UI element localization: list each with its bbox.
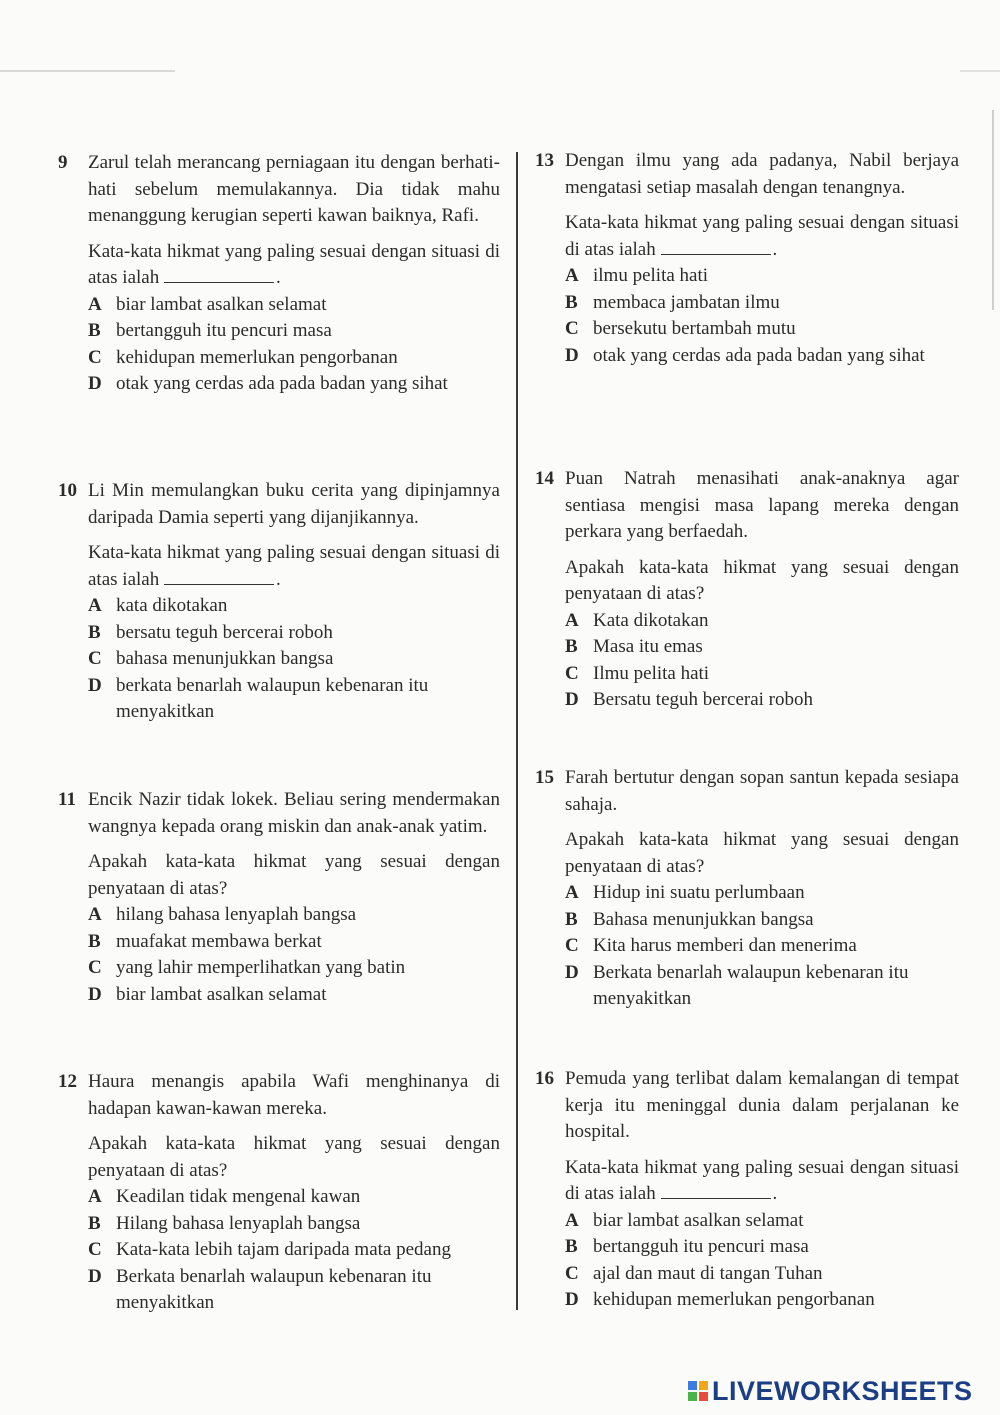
- option-c[interactable]: C yang lahir memperlihatkan yang batin: [88, 957, 406, 978]
- option-d[interactable]: D otak yang cerdas ada pada badan yang sihat: [565, 344, 925, 366]
- question-prompt: Apakah kata-kata hikmat yang sesuai dengan penyataan di atas?: [88, 851, 500, 899]
- option-list: [88, 1184, 500, 1317]
- option-c[interactable]: C ajal dan maut di tangan Tuhan: [565, 1262, 823, 1284]
- option-a[interactable]: A biar lambat asalkan selamat: [88, 293, 327, 315]
- answer-blank: [164, 267, 274, 283]
- option-a[interactable]: A Hidup ini suatu perlumbaan: [565, 882, 805, 903]
- option-a[interactable]: A kata dikotakan: [88, 595, 228, 616]
- question-stem: Puan Natrah menasihati anak-anaknya agar sentiasa mengisi masa lapang mereka dengan perkara yang berfaedah.: [565, 468, 959, 542]
- question-prompt: Kata-kata hikmat yang paling sesuai dengan situasi di atas ialah .: [565, 1156, 959, 1204]
- question-13: [535, 148, 959, 369]
- option-b[interactable]: B bersatu teguh bercerai roboh: [88, 621, 333, 643]
- answer-blank: [661, 239, 771, 255]
- question-prompt: Kata-kata hikmat yang paling sesuai dengan situasi di atas ialah .: [565, 212, 959, 260]
- option-list: [565, 263, 959, 369]
- question-prompt: Kata-kata hikmat yang paling sesuai dengan situasi di atas ialah .: [88, 240, 500, 288]
- option-b[interactable]: B bertangguh itu pencuri masa: [88, 320, 332, 341]
- question-15: [535, 765, 959, 1013]
- question-stem: Encik Nazir tidak lokek. Beliau sering mendermakan wangnya kepada orang miskin dan anak-anak yatim.: [88, 789, 500, 837]
- question-prompt: Apakah kata-kata hikmat yang sesuai dengan penyataan di atas?: [565, 556, 959, 604]
- logo-square-3: [688, 1392, 697, 1401]
- option-b[interactable]: B membaca jambatan ilmu: [565, 291, 780, 313]
- option-d[interactable]: D Berkata benarlah walaupun kebenaran itu menyakitkan: [565, 961, 909, 1009]
- option-d[interactable]: D biar lambat asalkan selamat: [88, 983, 327, 1005]
- question-10: [58, 478, 500, 726]
- option-list: [88, 902, 500, 1008]
- answer-blank: [661, 1183, 771, 1199]
- option-b[interactable]: B Hilang bahasa lenyaplah bangsa: [88, 1212, 361, 1234]
- option-a[interactable]: A ilmu pelita hati: [565, 265, 709, 286]
- scan-edge: [992, 110, 994, 310]
- question-number: 9: [58, 152, 68, 173]
- option-list: [565, 1208, 959, 1314]
- option-d[interactable]: D berkata benarlah walaupun kebenaran itu menyakitkan: [88, 674, 429, 722]
- brand-name: LIVEWORKSHEETS: [712, 1375, 973, 1406]
- option-c[interactable]: C bahasa menunjukkan bangsa: [88, 648, 334, 669]
- logo-square-1: [688, 1381, 697, 1390]
- option-d[interactable]: D Bersatu teguh bercerai roboh: [565, 689, 813, 710]
- question-number: 13: [535, 150, 554, 171]
- question-9: [58, 150, 500, 398]
- question-prompt: Kata-kata hikmat yang paling sesuai dengan situasi di atas ialah .: [88, 542, 500, 590]
- question-number: 10: [58, 480, 77, 501]
- option-a[interactable]: A Kata dikotakan: [565, 609, 709, 631]
- question-number: 15: [535, 767, 554, 788]
- option-c[interactable]: C Ilmu pelita hati: [565, 662, 710, 684]
- option-b[interactable]: B Masa itu emas: [565, 636, 703, 657]
- option-list: [88, 292, 500, 398]
- option-c[interactable]: C Kita harus memberi dan menerima: [565, 935, 857, 956]
- liveworksheets-logo-icon: [688, 1381, 708, 1401]
- question-number: 14: [535, 468, 554, 489]
- option-a[interactable]: A biar lambat asalkan selamat: [565, 1209, 804, 1231]
- option-a[interactable]: A hilang bahasa lenyaplah bangsa: [88, 904, 357, 925]
- question-stem: Li Min memulangkan buku cerita yang dipinjamnya daripada Damia seperti yang dijanjikannya.: [88, 480, 500, 528]
- question-stem: Pemuda yang terlibat dalam kemalangan di tempat kerja itu meninggal dunia dalam perjalanan ke hospital.: [565, 1068, 959, 1142]
- question-number: 12: [58, 1071, 77, 1092]
- answer-blank: [164, 569, 274, 585]
- top-rule-left: [0, 70, 175, 72]
- option-list: [565, 608, 959, 714]
- question-12: [58, 1069, 500, 1317]
- option-c[interactable]: C kehidupan memerlukan pengorbanan: [88, 346, 398, 368]
- question-stem: Dengan ilmu yang ada padanya, Nabil berjaya mengatasi setiap masalah dengan tenangnya.: [565, 150, 959, 198]
- question-14: [535, 466, 959, 714]
- question-stem: Zarul telah merancang perniagaan itu dengan berhati-hati sebelum memulakannya. Dia tidak mahu menanggung kerugian seperti kawan baiknya, Rafi.: [88, 152, 500, 226]
- question-number: 11: [58, 789, 76, 810]
- option-d[interactable]: D Berkata benarlah walaupun kebenaran itu menyakitkan: [88, 1265, 432, 1313]
- option-a[interactable]: A Keadilan tidak mengenal kawan: [88, 1186, 361, 1207]
- option-b[interactable]: B Bahasa menunjukkan bangsa: [565, 908, 814, 930]
- question-stem: Farah bertutur dengan sopan santun kepada sesiapa sahaja.: [565, 767, 959, 815]
- question-prompt: Apakah kata-kata hikmat yang sesuai dengan penyataan di atas?: [565, 829, 959, 877]
- option-b[interactable]: B muafakat membawa berkat: [88, 930, 322, 952]
- option-list: [565, 880, 959, 1013]
- option-d[interactable]: D otak yang cerdas ada pada badan yang sihat: [88, 373, 448, 394]
- liveworksheets-logo[interactable]: [688, 1376, 988, 1406]
- question-prompt: Apakah kata-kata hikmat yang sesuai dengan penyataan di atas?: [88, 1133, 500, 1181]
- option-b[interactable]: B bertangguh itu pencuri masa: [565, 1236, 809, 1257]
- question-number: 16: [535, 1068, 554, 1089]
- logo-square-4: [699, 1392, 708, 1401]
- option-d[interactable]: D kehidupan memerlukan pengorbanan: [565, 1289, 875, 1310]
- option-c[interactable]: C Kata-kata lebih tajam daripada mata pedang: [88, 1239, 451, 1260]
- option-c[interactable]: C bersekutu bertambah mutu: [565, 318, 796, 339]
- question-stem: Haura menangis apabila Wafi menghinanya di hadapan kawan-kawan mereka.: [88, 1071, 500, 1119]
- question-11: [58, 787, 500, 1008]
- column-divider: [516, 152, 518, 1310]
- top-rule-right: [960, 70, 1000, 72]
- option-list: [88, 593, 500, 726]
- logo-square-2: [699, 1381, 708, 1390]
- question-16: [535, 1066, 959, 1314]
